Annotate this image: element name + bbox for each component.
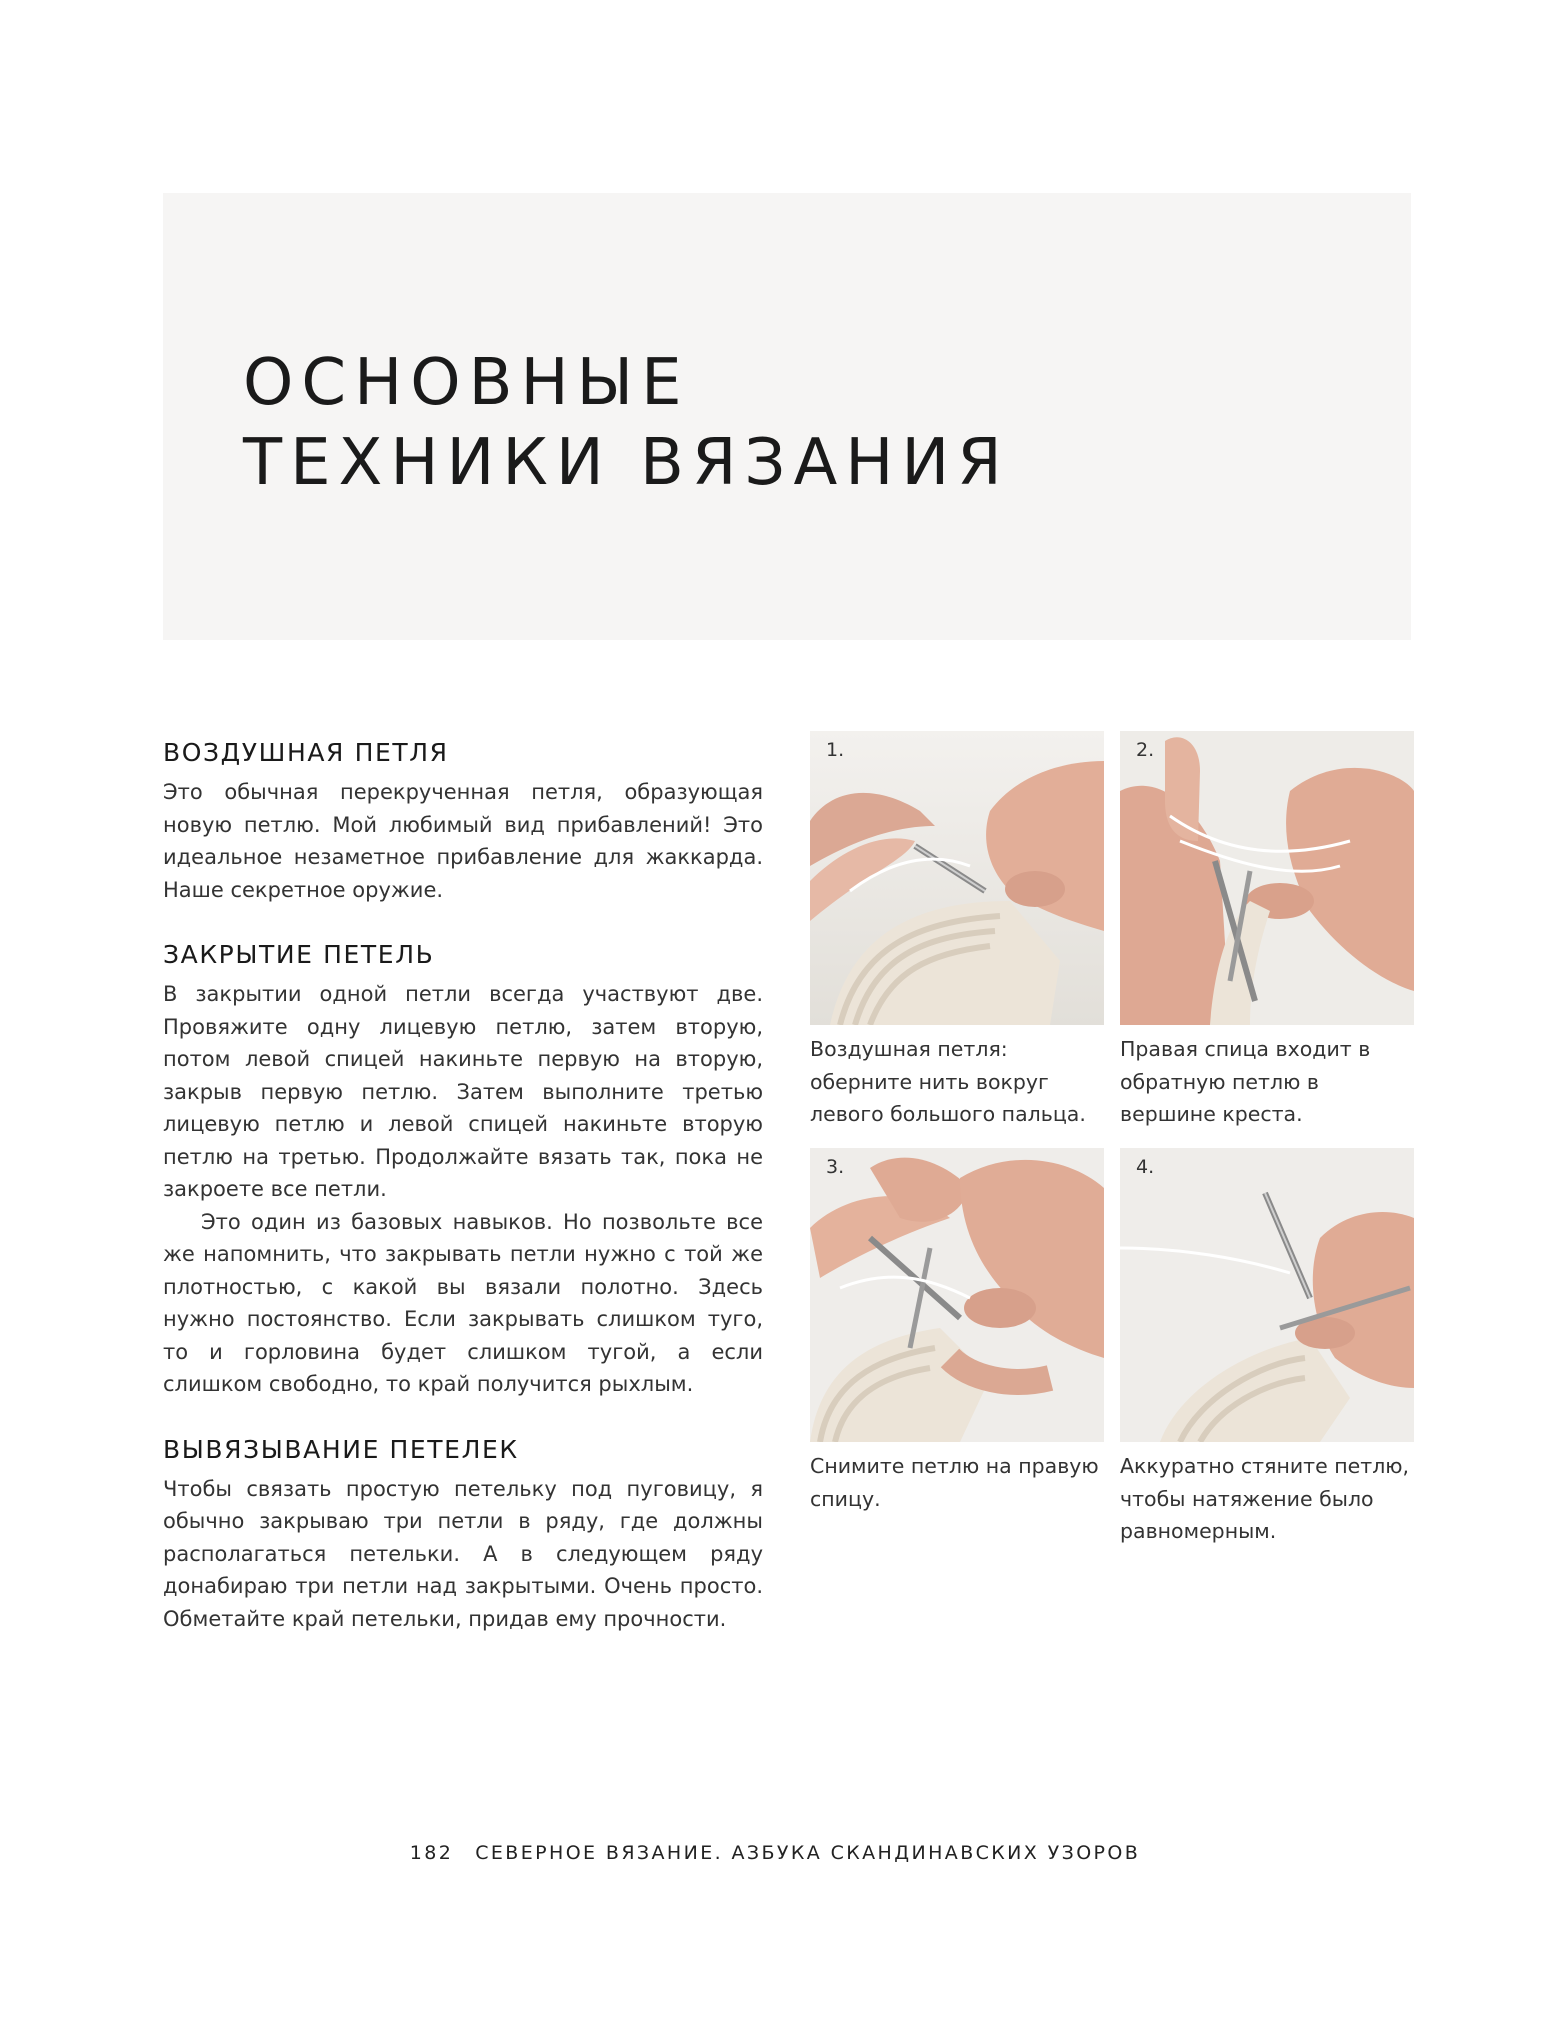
step-photo-3 — [810, 1148, 1104, 1442]
section-buttonholes — [163, 1435, 763, 1636]
section-air-loop — [163, 738, 763, 906]
title-line-2: ТЕХНИКИ ВЯЗАНИЯ — [243, 426, 1010, 500]
step-photo-1 — [810, 731, 1104, 1025]
section-paragraph: Это один из базовых навыков. Но позвольте все же напомнить, что закрывать петли нужно с той же плотностью, с какой вы вязали полотно. Здесь нужно постоянство. Если закрывать слишком туго, то и горловина будет слишком тугой, а если слишком свободно, то край получится рыхлым. — [163, 1209, 763, 1396]
section-heading: ВОЗДУШНАЯ ПЕТЛЯ — [163, 738, 449, 767]
title-line-1: ОСНОВНЫЕ — [243, 346, 690, 420]
step-number: 1. — [826, 739, 845, 761]
section-bind-off — [163, 940, 763, 1401]
section-heading: ЗАКРЫТИЕ ПЕТЕЛЬ — [163, 940, 435, 969]
knitting-photo-illustration — [1120, 1148, 1414, 1442]
step-caption-1: Воздушная петля: оберните нить вокруг левого большого пальца. — [810, 1037, 1086, 1126]
section-paragraph: В закрытии одной петли всегда участвуют две. Провяжите одну лицевую петлю, затем вторую, потом левой спицей накиньте первую на вторую, закрыв первую петлю. Затем выполните третью лицевую петлю и левой спицей накиньте вторую петлю на третью. Продолжайте вязать так, пока не закроете все петли. — [163, 982, 763, 1201]
step-number: 3. — [826, 1156, 845, 1178]
section-heading: ВЫВЯЗЫВАНИЕ ПЕТЕЛЕК — [163, 1434, 519, 1464]
step-number: 2. — [1136, 739, 1155, 761]
step-number: 4. — [1136, 1156, 1155, 1178]
step-caption-3: Снимите петлю на правую спицу. — [810, 1454, 1099, 1511]
page-number: 182 — [409, 1842, 454, 1864]
page-footer — [0, 1842, 1550, 1864]
step-caption-4: Аккуратно стяните петлю, чтобы натяжение было равномерным. — [1120, 1454, 1410, 1543]
knitting-photo-illustration — [1120, 731, 1414, 1025]
step-photo-2 — [1120, 731, 1414, 1025]
step-photo-4 — [1120, 1148, 1414, 1442]
text-column — [163, 738, 763, 1669]
running-title: СЕВЕРНОЕ ВЯЗАНИЕ. АЗБУКА СКАНДИНАВСКИХ УЗОРОВ — [475, 1842, 1141, 1864]
page-title — [243, 343, 1010, 503]
title-banner — [163, 193, 1411, 640]
knitting-photo-illustration — [810, 1148, 1104, 1442]
step-caption-2: Правая спица входит в обратную петлю в вершине креста. — [1120, 1037, 1371, 1126]
section-paragraph: Чтобы связать простую петельку под пуговицу, я обычно закрываю три петли в ряду, где должны располагаться петельки. А в следующем ряду донабираю три петли над закрытыми. Очень просто. Обметайте край петельки, придав ему прочности. — [163, 1476, 763, 1631]
knitting-photo-illustration — [810, 731, 1104, 1025]
section-paragraph: Это обычная перекрученная петля, образующая новую петлю. Мой любимый вид прибавлений! Это идеальное незаметное прибавление для жаккарда. Наше секретное оружие. — [163, 780, 763, 902]
